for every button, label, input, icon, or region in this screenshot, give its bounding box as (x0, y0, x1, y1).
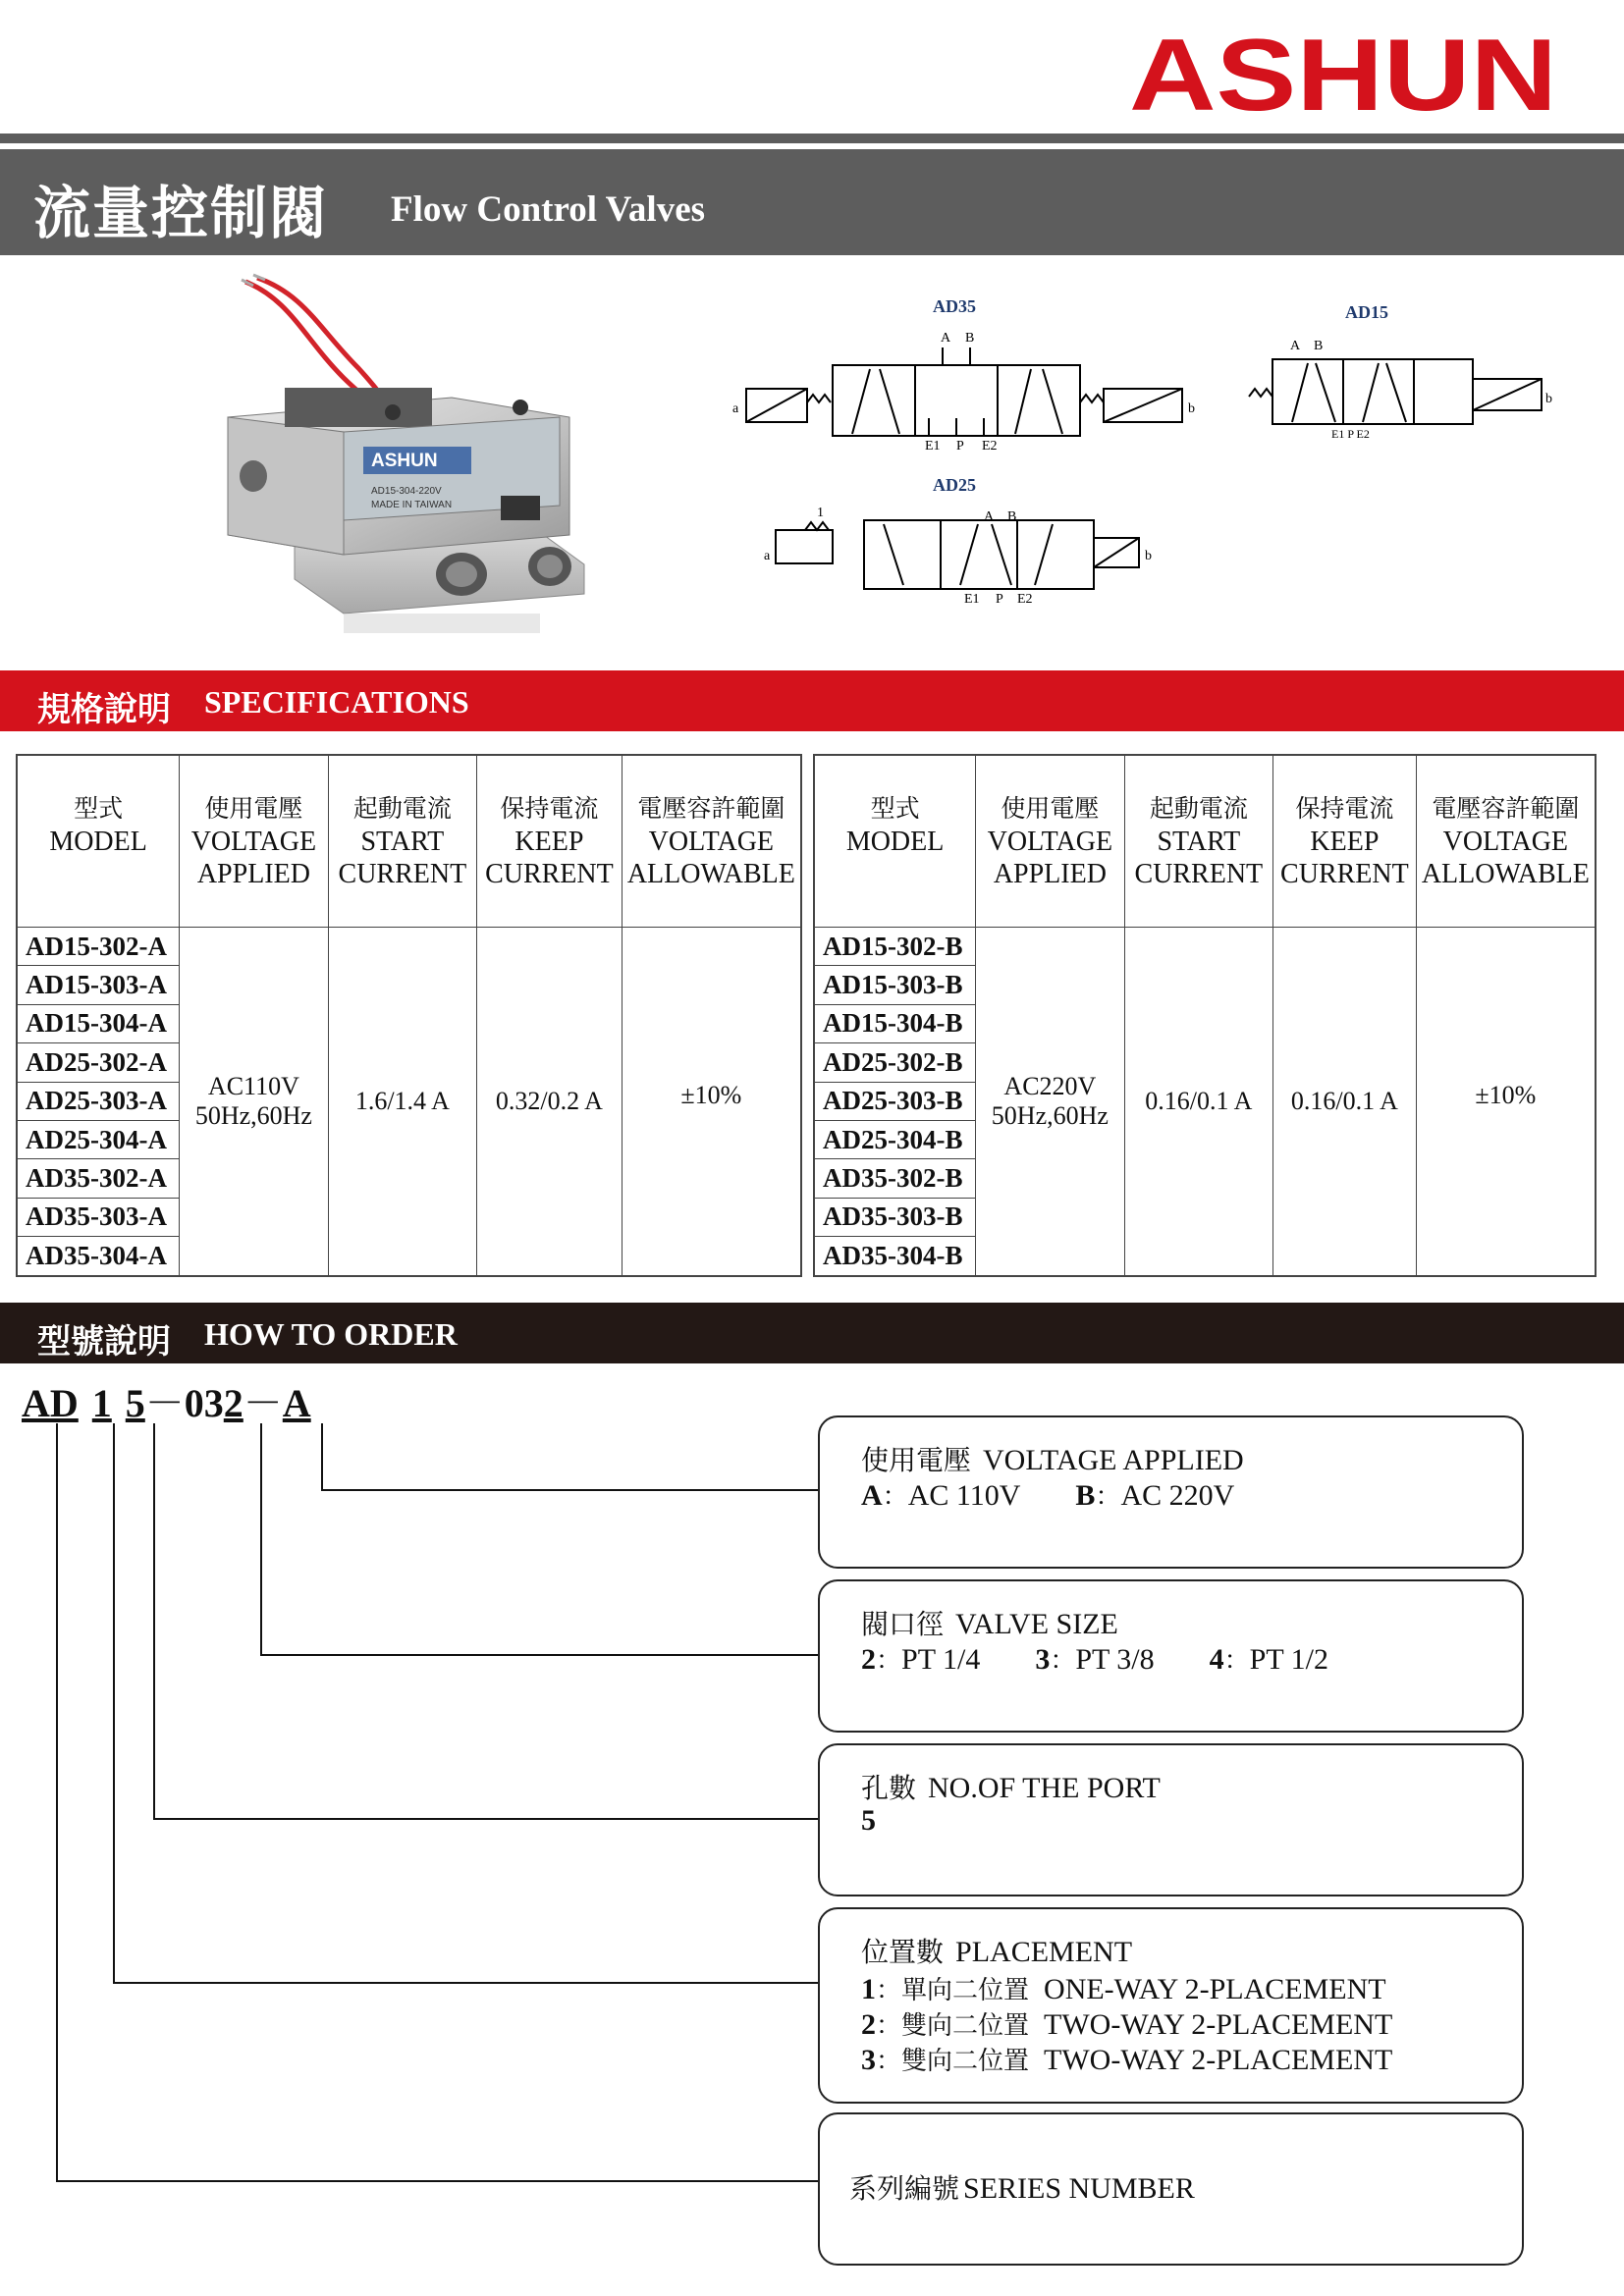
model-cell: AD15-302-A (17, 928, 180, 966)
page-title-cn: 流量控制閥 (33, 180, 329, 246)
keep-current-cell: 0.32/0.2 A (477, 928, 623, 1276)
col-header-keep-current: 保持電流 KEEP CURRENT (1273, 755, 1417, 928)
voltage-cell: AC110V 50Hz,60Hz (180, 928, 328, 1276)
how-to-order-title-cn: 型號說明 (37, 1322, 171, 1362)
allowable-cell: ±10% (622, 928, 801, 1276)
order-option-port: 孔數 NO.OF THE PORT 5 (818, 1743, 1524, 1896)
svg-text:B: B (965, 331, 975, 346)
model-cell: AD35-302-A (17, 1159, 180, 1198)
svg-text:ASHUN: ASHUN (371, 451, 438, 471)
code-valve-size: 2 (223, 1381, 244, 1425)
svg-text:AD35: AD35 (933, 296, 976, 316)
svg-text:a: a (764, 549, 771, 563)
model-cell: AD35-304-A (17, 1237, 180, 1276)
code-body: 03 (184, 1381, 224, 1425)
start-current-cell: 0.16/0.1 A (1124, 928, 1273, 1276)
ashun-logo (1129, 31, 1561, 120)
code-separator: － (144, 1381, 185, 1425)
valve-product-image (196, 270, 628, 663)
model-cell: AD25-303-A (17, 1082, 180, 1120)
svg-text:b: b (1188, 401, 1195, 416)
order-option-placement: 位置數 PLACEMENT 1：單向二位置 ONE-WAY 2-PLACEMENT 2：雙向二位置 TWO-WAY 2-PLACEMENT 3：雙向二位置 TWO-WAY 2-PLACEMENT (818, 1907, 1524, 2104)
ad15-symbol (1249, 302, 1552, 441)
col-header-model: 型式 MODEL (814, 755, 976, 928)
model-cell: AD15-304-A (17, 1004, 180, 1042)
col-header-allowable: 電壓容許範圍 VOLTAGE ALLOWABLE (622, 755, 801, 928)
order-code-example (22, 1372, 311, 1428)
model-cell: AD35-303-A (17, 1198, 180, 1236)
svg-text:AD25: AD25 (933, 475, 976, 495)
col-header-start-current: 起動電流 START CURRENT (328, 755, 477, 928)
order-option-voltage: 使用電壓 VOLTAGE APPLIED A：AC 110V B：AC 220V (818, 1415, 1524, 1569)
page-title-en: Flow Control Valves (391, 189, 706, 230)
col-header-start-current: 起動電流 START CURRENT (1124, 755, 1273, 928)
svg-text:B: B (1314, 339, 1324, 353)
svg-text:b: b (1545, 392, 1552, 406)
voltage-cell: AC220V 50Hz,60Hz (976, 928, 1124, 1276)
svg-text:MADE IN TAIWAN: MADE IN TAIWAN (371, 500, 453, 510)
model-cell: AD15-304-B (814, 1004, 976, 1042)
svg-text:A: A (941, 331, 951, 346)
model-cell: AD35-304-B (814, 1237, 976, 1276)
specifications-title-en: SPECIFICATIONS (204, 684, 469, 720)
model-cell: AD35-303-B (814, 1198, 976, 1236)
svg-text:a: a (732, 401, 739, 416)
model-cell: AD25-303-B (814, 1082, 976, 1120)
svg-text:A: A (984, 509, 995, 524)
ad25-symbol (764, 475, 1152, 607)
how-to-order-title-en: HOW TO ORDER (204, 1316, 458, 1352)
svg-text:ASHUN: ASHUN (1129, 31, 1557, 120)
ad35-symbol (732, 296, 1195, 454)
svg-text:b: b (1145, 549, 1152, 563)
model-cell: AD15-303-A (17, 966, 180, 1004)
spec-table-110v (16, 754, 802, 1277)
svg-text:E2: E2 (982, 439, 998, 454)
svg-text:B: B (1007, 509, 1017, 524)
code-series: AD (22, 1381, 79, 1425)
code-separator: － (243, 1381, 283, 1425)
header-rule (0, 133, 1624, 143)
model-cell: AD25-302-B (814, 1043, 976, 1082)
specifications-section-bar (0, 670, 1624, 731)
model-cell: AD15-303-B (814, 966, 976, 1004)
svg-text:E1: E1 (925, 439, 941, 454)
col-header-voltage: 使用電壓 VOLTAGE APPLIED (180, 755, 328, 928)
order-option-valve-size: 閥口徑 VALVE SIZE 2：PT 1/4 3：PT 3/8 4：PT 1/2 (818, 1579, 1524, 1733)
spec-table-220v (813, 754, 1597, 1277)
model-cell: AD25-304-A (17, 1120, 180, 1158)
code-port: 5 (125, 1381, 145, 1425)
how-to-order-section-bar (0, 1303, 1624, 1363)
model-cell: AD25-302-A (17, 1043, 180, 1082)
svg-text:AD15: AD15 (1345, 302, 1388, 322)
svg-text:E2: E2 (1017, 592, 1033, 607)
keep-current-cell: 0.16/0.1 A (1273, 928, 1417, 1276)
specifications-title-cn: 規格說明 (37, 690, 171, 729)
code-placement: 1 (91, 1381, 112, 1425)
model-cell: AD15-302-B (814, 928, 976, 966)
code-voltage: A (282, 1381, 311, 1425)
svg-text:AD15-304-220V: AD15-304-220V (371, 486, 442, 497)
col-header-voltage: 使用電壓 VOLTAGE APPLIED (976, 755, 1124, 928)
col-header-model: 型式 MODEL (17, 755, 180, 928)
svg-text:E1 P E2: E1 P E2 (1331, 427, 1370, 441)
allowable-cell: ±10% (1416, 928, 1596, 1276)
svg-text:P: P (956, 439, 964, 454)
svg-text:1: 1 (817, 506, 824, 520)
svg-text:E1: E1 (964, 592, 980, 607)
model-cell: AD25-304-B (814, 1120, 976, 1158)
start-current-cell: 1.6/1.4 A (328, 928, 477, 1276)
col-header-keep-current: 保持電流 KEEP CURRENT (477, 755, 623, 928)
valve-symbol-diagrams (707, 285, 1571, 618)
model-cell: AD35-302-B (814, 1159, 976, 1198)
svg-text:A: A (1290, 339, 1301, 353)
col-header-allowable: 電壓容許範圍 VOLTAGE ALLOWABLE (1416, 755, 1596, 928)
svg-text:P: P (996, 592, 1003, 607)
order-option-series: 系列編號 SERIES NUMBER (818, 2112, 1524, 2266)
